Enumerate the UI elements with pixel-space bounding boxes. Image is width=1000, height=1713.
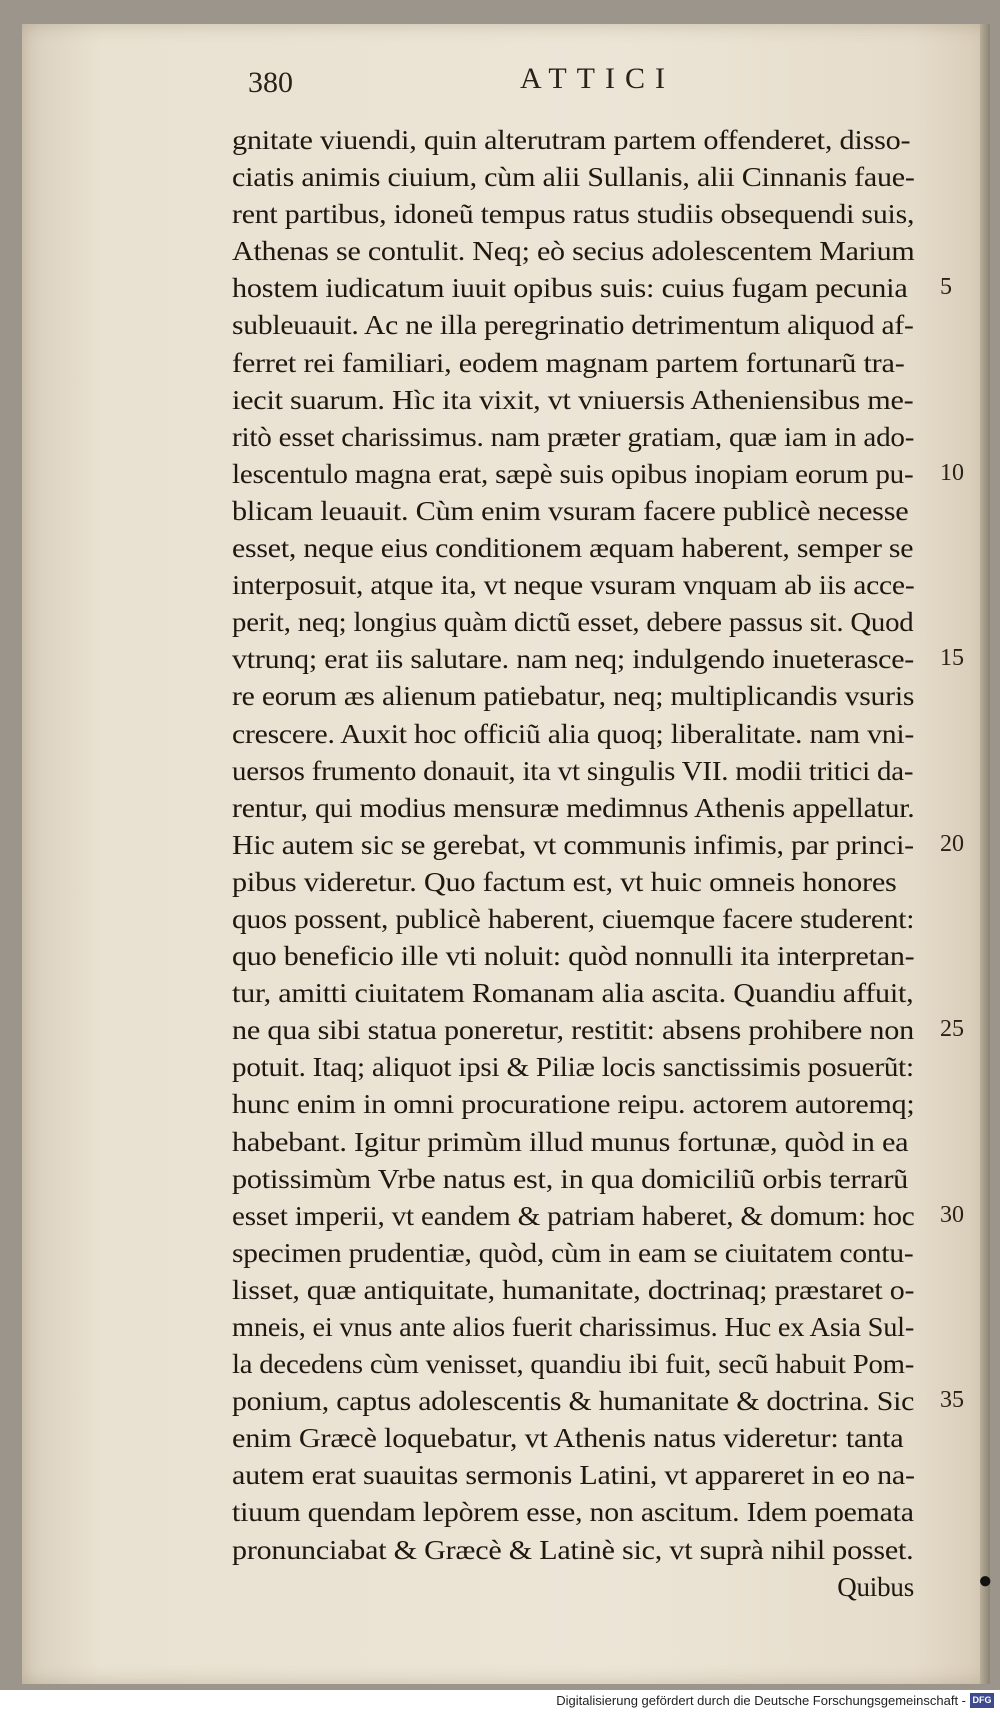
page-header (0, 62, 1000, 106)
text-line: ciatis animis ciuium, cùm alii Sullanis, alii Cinnanis faue- (232, 162, 915, 193)
text-line: Hic autem sic se gerebat, vt communis infimis, par princi- (232, 829, 914, 860)
text-line: hostem iudicatum iuuit opibus suis: cuius fugam pecunia (232, 273, 908, 304)
margin-line-number: 5 (940, 274, 952, 301)
text-line: esset, neque eius conditionem æquam haberent, semper se (232, 533, 914, 564)
text-line: mneis, ei vnus ante alios fuerit charissimus. Huc ex Asia Sul- (232, 1312, 915, 1342)
text-line: habebant. Igitur primùm illud munus fortunæ, quòd in ea (232, 1126, 909, 1157)
digitization-footer (0, 1690, 1000, 1713)
text-line: re eorum æs alienum patiebatur, neq; multiplicandis vsuris (232, 681, 915, 712)
text-line: interposuit, atque ita, vt neque vsuram vnquam ab iis acce- (232, 570, 915, 601)
text-line: ferret rei familiari, eodem magnam partem fortunarũ tra- (232, 347, 905, 378)
text-line: perit, neq; longius quàm dictũ esset, debere passus sit. Quod (232, 607, 914, 638)
margin-dot: ● (978, 1568, 993, 1594)
page-edge (980, 24, 990, 1684)
text-line: tur, amitti ciuitatem Romanam alia ascita. Quandiu affuit, (232, 978, 914, 1009)
text-line: uersos frumento donauit, ita vt singulis VII. modii tritici da- (232, 755, 914, 786)
text-line: specimen prudentiæ, quòd, cùm in eam se ciuitatem contu- (232, 1237, 914, 1268)
margin-line-number: 10 (940, 459, 964, 486)
text-line: iecit suarum. Hìc ita vixit, vt vniuersis Atheniensibus me- (232, 384, 914, 415)
margin-line-number: 35 (940, 1387, 964, 1414)
text-line: crescere. Auxit hoc officiũ alia quoq; liberalitate. nam vni- (232, 718, 915, 749)
text-line: lescentulo magna erat, sæpè suis opibus inopiam eorum pu- (232, 458, 914, 489)
margin-line-number: 25 (940, 1016, 964, 1043)
margin-line-number: 20 (940, 830, 964, 857)
text-line: ponium, captus adolescentis & humanitate & doctrina. Sic (232, 1386, 915, 1417)
footer-credit: Digitalisierung gefördert durch die Deutsche Forschungsgemeinschaft - (556, 1693, 966, 1708)
text-line: Athenas se contulit. Neq; eò secius adolescentem Marium (232, 236, 915, 267)
catchword: Quibus (837, 1571, 914, 1602)
text-line: lisset, quæ antiquitate, humanitate, doctrinaq; præstaret o- (232, 1274, 915, 1305)
text-line: pibus videretur. Quo factum est, vt huic omneis honores (232, 866, 897, 897)
text-line: hunc enim in omni procuratione reipu. actorem autoremq; (232, 1089, 915, 1120)
text-line: blicam leuauit. Cùm enim vsuram facere publicè necesse (232, 495, 909, 526)
text-line: autem erat suauitas sermonis Latini, vt appareret in eo na- (232, 1460, 915, 1491)
text-line: rentur, qui modius mensuræ medimnus Athenis appellatur. (232, 792, 915, 823)
text-line: ne qua sibi statua poneretur, restitit: absens prohibere non (232, 1015, 914, 1046)
text-line: gnitate viuendi, quin alterutram partem offenderet, disso- (232, 125, 911, 155)
margin-line-number: 30 (940, 1201, 964, 1228)
text-line: vtrunq; erat iis salutare. nam neq; indulgendo inueterasce- (232, 644, 915, 675)
text-line: potuit. Itaq; aliquot ipsi & Piliæ locis sanctissimis posuerũt: (232, 1052, 914, 1083)
dfg-logo: DFG (970, 1693, 994, 1708)
text-line: potissimùm Vrbe natus est, in qua domiciliũ orbis terrarũ (232, 1163, 909, 1194)
text-line: pronunciabat & Græcè & Latinè sic, vt suprà nihil posset. (232, 1534, 914, 1565)
text-line: la decedens cùm venisset, quandiu ibi fuit, secũ habuit Pom- (232, 1349, 915, 1380)
text-line: rent partibus, idoneũ tempus ratus studiis obsequendi suis, (232, 199, 915, 230)
text-line: esset imperii, vt eandem & patriam haberet, & domum: hoc (232, 1200, 915, 1231)
text-block (232, 122, 914, 1606)
text-line: subleuauit. Ac ne illa peregrinatio detrimentum aliquod af- (232, 310, 914, 341)
text-line: enim Græcè loquebatur, vt Athenis natus videretur: tanta (232, 1423, 904, 1454)
text-line: quo beneficio ille vti noluit: quòd nonnulli ita interpretan- (232, 941, 915, 972)
text-line: ritò esset charissimus. nam præter gratiam, quæ iam in ado- (232, 421, 915, 452)
text-line: quos possent, publicè haberent, ciuemque facere studerent: (232, 903, 915, 934)
running-head: ATTICI (520, 62, 675, 95)
margin-line-number: 15 (940, 645, 964, 672)
text-line: tiuum quendam lepòrem esse, non ascitum. Idem poemata (232, 1497, 914, 1528)
folio-number: 380 (248, 66, 293, 99)
